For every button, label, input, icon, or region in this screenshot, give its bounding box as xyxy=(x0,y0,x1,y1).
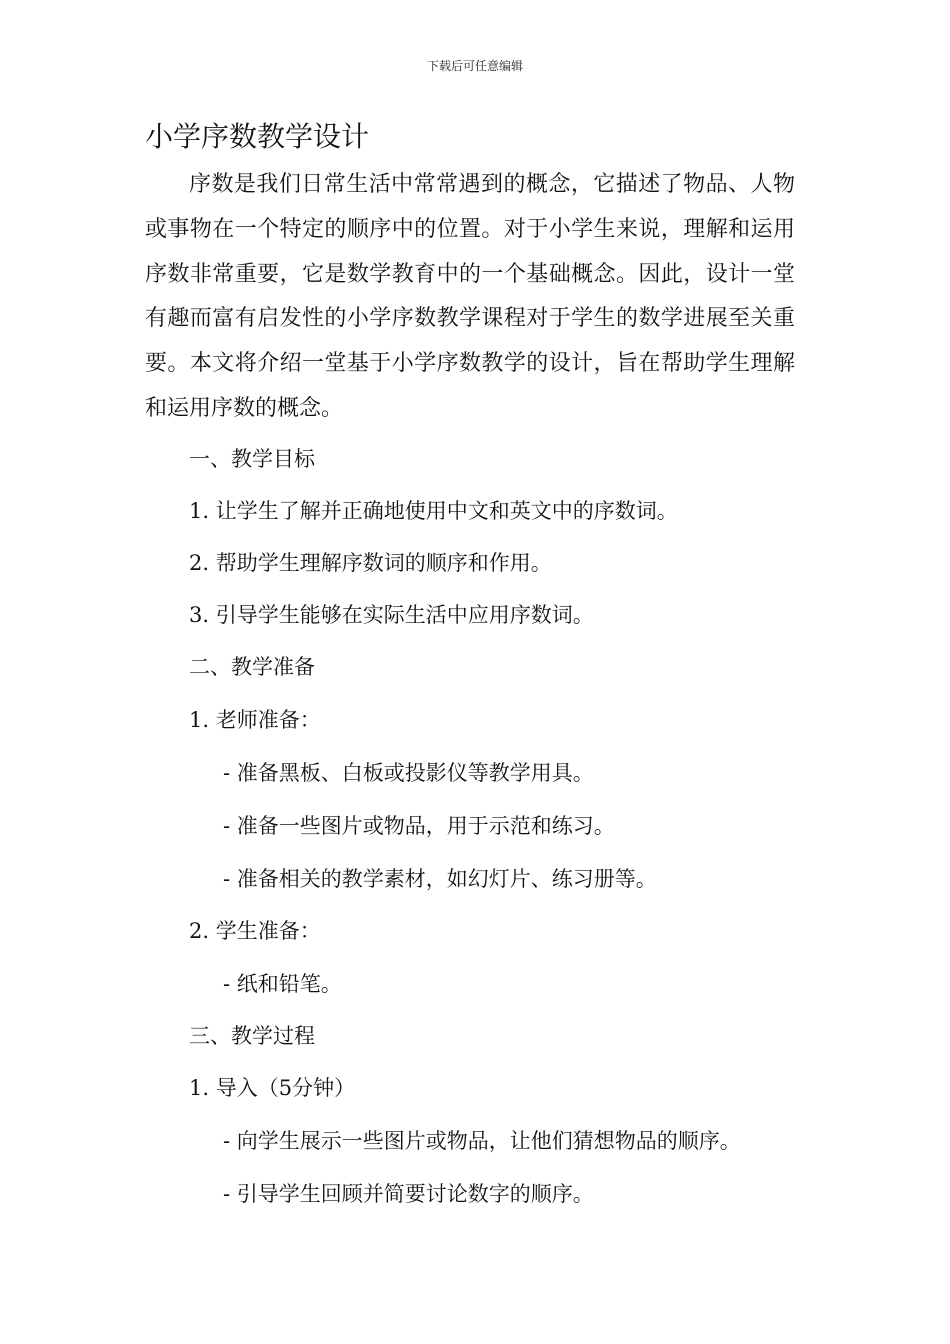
process-intro-bullet-2: - 引导学生回顾并简要讨论数字的顺序。 xyxy=(223,1182,594,1206)
section-heading-preparation: 二、教学准备 xyxy=(189,655,315,679)
goal-item-3: 3. 引导学生能够在实际生活中应用序数词。 xyxy=(189,603,594,627)
document-title: 小学序数教学设计 xyxy=(145,120,370,153)
prep-teacher-bullet-2: - 准备一些图片或物品，用于示范和练习。 xyxy=(223,814,615,838)
section-heading-process: 三、教学过程 xyxy=(189,1024,315,1048)
process-item-intro: 1. 导入（5分钟） xyxy=(189,1076,356,1100)
intro-paragraph: 序数是我们日常生活中常常遇到的概念，它描述了物品、人物或事物在一个特定的顺序中的位置。对于小学生来说，理解和运用序数非常重要，它是数学教育中的一个基础概念。因此，设计一堂有趣而富有启发性的小学序数教学课程对于学生的数学进展至关重要。本文将介绍一堂基于小学序数教学的设计，旨在帮助学生理解和运用序数的概念。 xyxy=(145,172,795,421)
prep-teacher-bullet-3: - 准备相关的教学素材，如幻灯片、练习册等。 xyxy=(223,867,657,891)
prep-student-bullet-1: - 纸和铅笔。 xyxy=(223,972,342,996)
section-heading-goals: 一、教学目标 xyxy=(189,447,315,471)
prep-item-student: 2. 学生准备： xyxy=(189,919,321,943)
prep-item-teacher: 1. 老师准备： xyxy=(189,708,321,732)
goal-item-2: 2. 帮助学生理解序数词的顺序和作用。 xyxy=(189,551,552,575)
goal-item-1: 1. 让学生了解并正确地使用中文和英文中的序数词。 xyxy=(189,499,678,523)
page-header-note: 下载后可任意编辑 xyxy=(426,59,523,73)
prep-teacher-bullet-1: - 准备黑板、白板或投影仪等教学用具。 xyxy=(223,761,594,785)
process-intro-bullet-1: - 向学生展示一些图片或物品，让他们猜想物品的顺序。 xyxy=(223,1129,741,1153)
